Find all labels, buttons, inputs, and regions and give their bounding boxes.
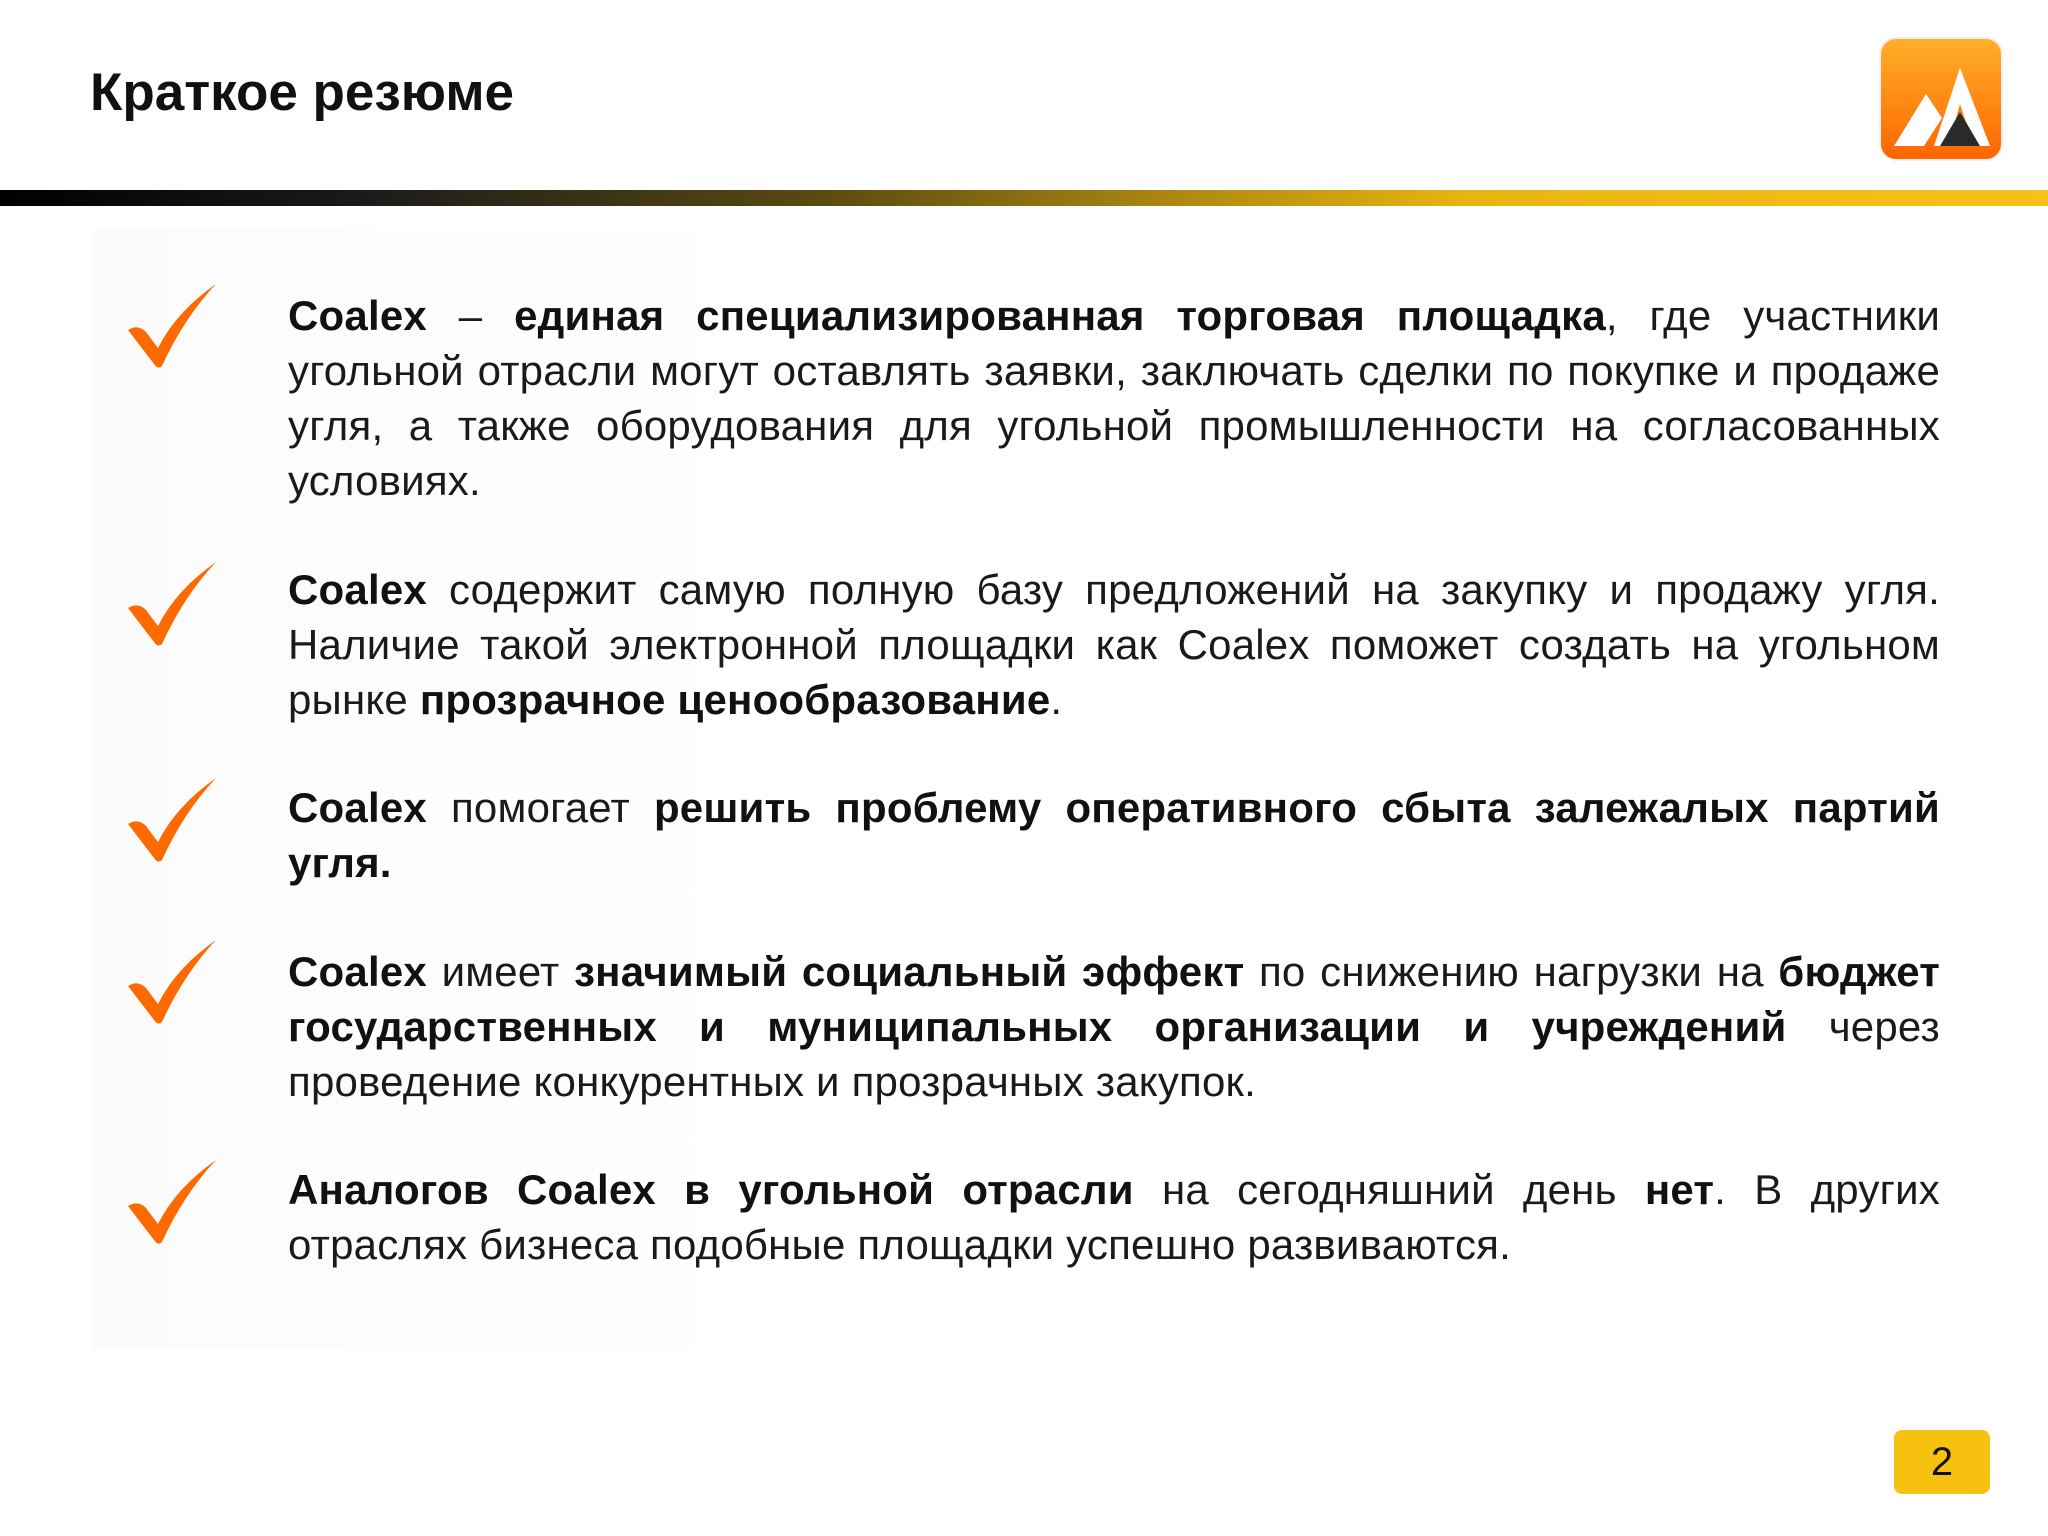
page-number-badge: 2 (1894, 1430, 1990, 1494)
bullet-text-1 (288, 288, 1940, 508)
bold-text-span: нет (1644, 1166, 1715, 1213)
text-span: – (426, 292, 515, 339)
bold-text-span: бюджет государственных и муниципальных организации и учреждений (288, 948, 1941, 1050)
text-span: через проведение конкурентных и прозрачных закупок. (288, 1003, 1940, 1105)
text-span: имеет (426, 948, 575, 995)
check-icon (124, 1154, 220, 1250)
text-span: . (1050, 676, 1063, 723)
text-span: на сегодняшний день (1133, 1166, 1645, 1213)
bullet-text-4 (288, 944, 1940, 1109)
bold-text-span: Coalex (288, 566, 427, 613)
bold-text-span: Coalex (288, 292, 427, 339)
text-span: . В других отраслях бизнеса подобные площадки успешно развиваются. (288, 1166, 1940, 1268)
text-span: содержит самую полную базу предложений на закупку и продажу угля. Наличие такой электронной площадки как Coalex поможет создать на угольном рынке (288, 566, 1940, 723)
check-icon (124, 556, 220, 652)
bold-text-span: Coalex (288, 784, 427, 831)
bullet-text-5 (288, 1162, 1940, 1272)
text-span: , где участники угольной отрасли могут оставлять заявки, заключать сделки по покупке и продаже угля, а также оборудования для угольной промышленности на согласованных условиях. (288, 292, 1941, 504)
slide-title: Краткое резюме (90, 63, 514, 122)
check-icon (124, 772, 220, 868)
check-icon (124, 934, 220, 1030)
text-span: по снижению нагрузки на (1244, 948, 1779, 995)
bullet-text-3 (288, 780, 1940, 890)
bold-text-span: значимый социальный эффект (574, 948, 1245, 995)
bold-text-span: единая специализированная торговая площадка (514, 292, 1606, 339)
bold-text-span: прозрачное ценообразование (419, 676, 1051, 723)
company-logo (1876, 34, 2006, 168)
check-icon (124, 278, 220, 374)
header-divider (0, 190, 2048, 206)
bold-text-span: Аналогов Coalex в угольной отрасли (288, 1166, 1134, 1213)
bold-text-span: Coalex (288, 948, 427, 995)
bold-text-span: решить проблему оперативного сбыта залежалых партий угля. (288, 784, 1940, 886)
bullet-text-2 (288, 562, 1940, 727)
text-span: помогает (426, 784, 654, 831)
